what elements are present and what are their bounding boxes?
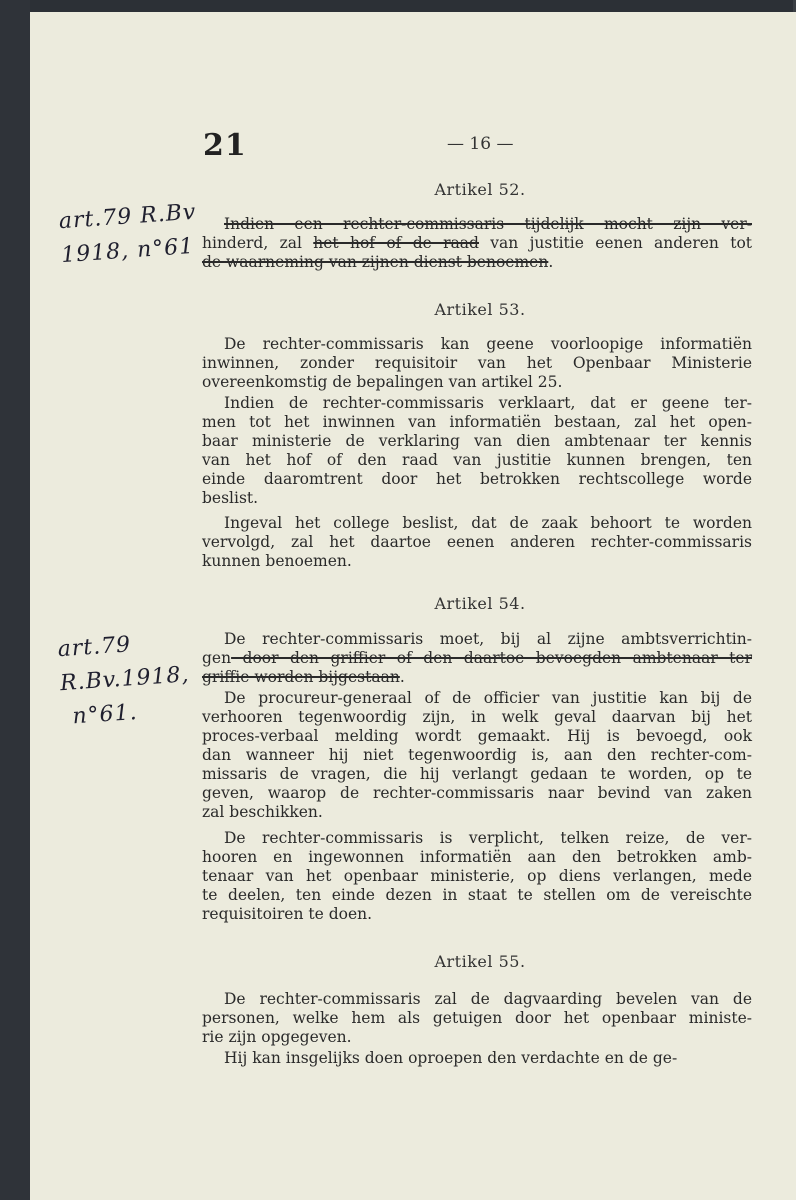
article-54-line-1: De rechter-commissaris moet, bij al zijne ambtsverrichtin- <box>224 630 752 648</box>
margin-note-1 <box>58 195 212 273</box>
text-line: baar ministerie de verklaring van dien ambtenaar ter kennis <box>202 432 752 450</box>
text-line: dan wanneer hij niet tegenwoordig is, aan den rechter-com- <box>202 746 752 764</box>
article-53-para-1 <box>202 335 752 392</box>
struck-text: door den griffier of den daartoe bevoegden ambtenaar ter <box>231 649 752 667</box>
margin-note-2 <box>57 623 214 735</box>
text-line: De procureur-generaal of de officier van justitie kan bij de <box>224 689 752 707</box>
text-line: missaris de vragen, die hij verlangt gedaan te worden, op te <box>202 765 752 783</box>
text-line: hooren en ingewonnen informatiën aan den betrokken amb- <box>202 848 752 866</box>
text-line: vervolgd, zal het daartoe eenen anderen rechter-commissaris <box>202 533 752 551</box>
text-line: Hij kan insgelijks doen oproepen den verdachte en de ge- <box>224 1049 678 1067</box>
article-54-para-1 <box>202 630 752 687</box>
article-55-para-1 <box>202 990 752 1047</box>
article-52-line-1: Indien een rechter-commissaris tijdelijk mocht zijn ver- <box>224 215 752 233</box>
article-53-para-3 <box>202 514 752 571</box>
scanner-frame-left <box>0 0 30 1200</box>
text-line: personen, welke hem als getuigen door het openbaar ministe- <box>202 1009 752 1027</box>
article-52-line-3: de waarneming van zijnen dienst benoemen. <box>202 253 554 271</box>
text-line: overeenkomstig de bepalingen van artikel 25. <box>202 373 563 391</box>
text-line: De rechter-commissaris kan geene voorloopige informatiën <box>224 335 752 353</box>
text-line: tenaar van het openbaar ministerie, op diens verlangen, mede <box>202 867 752 885</box>
text-line: verhooren tegenwoordig zijn, in welk geval daarvan bij het <box>202 708 752 726</box>
article-53-para-2 <box>202 394 752 508</box>
text-line: kunnen benoemen. <box>202 552 352 570</box>
text-line: van het hof of den raad van justitie kunnen brengen, ten <box>202 451 752 469</box>
article-52-heading: Artikel 52. <box>434 180 526 199</box>
article-54-para-2 <box>202 689 752 822</box>
text-line: zal beschikken. <box>202 803 323 821</box>
text-line: De rechter-commissaris is verplicht, telken reize, de ver- <box>224 829 752 847</box>
text-line: beslist. <box>202 489 259 507</box>
article-53-heading: Artikel 53. <box>434 300 526 319</box>
text-line: proces-verbaal melding wordt gemaakt. Hij is bevoegd, ook <box>202 727 752 745</box>
text-line: requisitoiren te doen. <box>202 905 373 923</box>
text-line: Indien de rechter-commissaris verklaart, dat er geene ter- <box>224 394 752 412</box>
margin-note-2-line-2: R.Bv.1918, <box>59 662 191 697</box>
article-54-line-2: gen door den griffier of den daartoe bevoegden ambtenaar ter <box>202 649 752 667</box>
page-number: — 16 — <box>447 134 514 154</box>
article-54-line-3: griffie worden bijgestaan. <box>202 668 405 686</box>
article-55-para-2 <box>202 1049 752 1068</box>
text-line: De rechter-commissaris zal de dagvaarding bevelen van de <box>224 990 752 1008</box>
text-line: einde daaromtrent door het betrokken rechtscollege worde <box>202 470 752 488</box>
margin-note-1-line-1: art.79 R.Bv <box>58 199 198 235</box>
margin-note-2-line-3: n°61. <box>71 699 139 730</box>
scanner-frame-top <box>0 0 796 12</box>
article-52-line-2: hinderd, zal het hof of de raad van justitie eenen anderen tot <box>202 234 753 252</box>
struck-text: de waarneming van zijnen dienst benoemen <box>202 253 549 271</box>
article-52-text <box>202 215 752 272</box>
margin-note-1-line-2: 1918, n°61 <box>60 233 196 269</box>
article-54-para-3 <box>202 829 752 924</box>
article-54-heading: Artikel 54. <box>434 594 526 613</box>
text-line: te deelen, ten einde dezen in staat te stellen om de vereischte <box>202 886 752 904</box>
text-line: geven, waarop de rechter-commissaris naar bevind van zaken <box>202 784 752 802</box>
text-line: inwinnen, zonder requisitoir van het Openbaar Ministerie <box>202 354 752 372</box>
text-line: Ingeval het college beslist, dat de zaak behoort te worden <box>224 514 752 532</box>
struck-text: het hof of de raad <box>313 234 479 252</box>
stamp-number: 21 <box>203 128 247 163</box>
margin-note-2-line-1: art.79 <box>56 632 132 663</box>
text-line: rie zijn opgegeven. <box>202 1028 352 1046</box>
struck-text: griffie worden bijgestaan <box>202 668 400 686</box>
text-line: men tot het inwinnen van informatiën bestaan, zal het open- <box>202 413 752 431</box>
article-55-heading: Artikel 55. <box>434 952 526 971</box>
